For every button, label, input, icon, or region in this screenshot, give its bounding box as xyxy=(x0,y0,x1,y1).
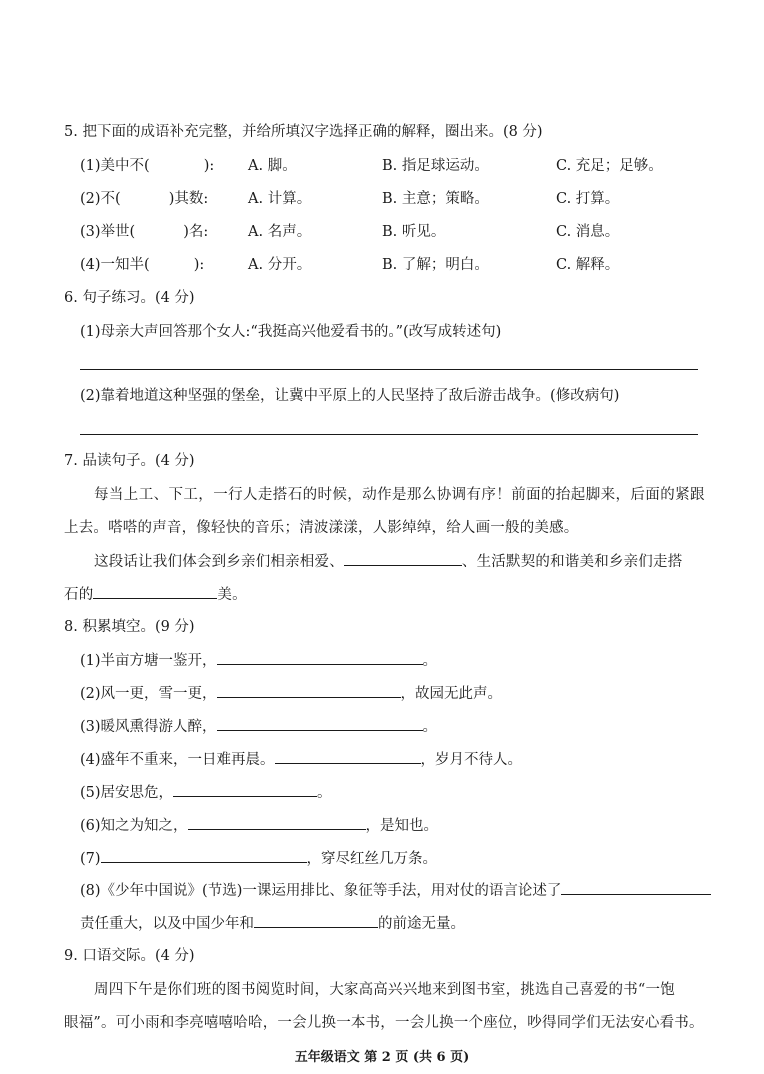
q5-stem: (3)举世( xyxy=(80,224,136,240)
option-c: C. 消息。 xyxy=(556,224,620,240)
fill-blank[interactable] xyxy=(101,848,307,863)
q7-text: 、生活默契的和谐美和乡亲们走搭 xyxy=(461,554,683,570)
option-a: A. 计算。 xyxy=(248,191,312,207)
q6-sentence-1: (1)母亲大声回答那个女人:“我挺高兴他爱看书的。”(改写成转述句) xyxy=(80,324,502,340)
q8-text: ，是知也。 xyxy=(365,818,439,834)
q7-paragraph-line: 上去。嗒嗒的声音，像轻快的音乐；清波漾漾，人影绰绰，给人画一般的美感。 xyxy=(64,520,579,536)
answer-line[interactable] xyxy=(80,434,698,435)
q6-sentence-2: (2)靠着地道这种坚强的堡垒，让冀中平原上的人民坚持了敌后游击战争。(修改病句) xyxy=(80,388,620,404)
fill-blank[interactable] xyxy=(173,782,317,797)
q8-text: 。 xyxy=(422,653,438,669)
q8-text: (2)风一更，雪一更， xyxy=(80,686,217,702)
fill-blank[interactable] xyxy=(275,749,421,764)
q9-paragraph-line: 眼福”。可小雨和李亮嘻嘻哈哈，一会儿换一本书，一会儿换一个座位，吵得同学们无法安心看书。 xyxy=(64,1015,704,1031)
q5-stem: (2)不( xyxy=(80,191,121,207)
option-a: A. 脚。 xyxy=(248,158,297,174)
option-c: C. 打算。 xyxy=(556,191,620,207)
fill-blank[interactable] xyxy=(217,716,423,731)
q8-text: (8)《少年中国说》(节选)一课运用排比、象征等手法，用对仗的语言论述了 xyxy=(80,883,562,899)
q8-text: ，穿尽红丝几万条。 xyxy=(306,851,438,867)
q9-title: 9. 口语交际。(4 分) xyxy=(64,948,195,964)
option-c: C. 充足；足够。 xyxy=(556,158,663,174)
q8-text: 。 xyxy=(422,719,438,735)
q8-text: ，岁月不待人。 xyxy=(420,752,523,768)
q7-text: 石的 xyxy=(64,587,94,603)
option-b: B. 主意；策略。 xyxy=(382,191,489,207)
fill-blank[interactable] xyxy=(561,880,711,895)
option-b: B. 了解；明白。 xyxy=(382,257,489,273)
fill-blank[interactable] xyxy=(217,650,423,665)
q8-text: (4)盛年不重来，一日难再晨。 xyxy=(80,752,275,768)
q9-paragraph-line: 周四下午是你们班的图书阅览时间，大家高高兴兴地来到图书室，挑选自己喜爱的书“一饱 xyxy=(94,982,675,998)
option-a: A. 名声。 xyxy=(248,224,312,240)
q7-text: 这段话让我们体会到乡亲们相亲相爱、 xyxy=(94,554,344,570)
option-c: C. 解释。 xyxy=(556,257,620,273)
q8-text: (5)居安思危， xyxy=(80,785,174,801)
q8-text: (7) xyxy=(80,851,101,867)
q8-text: (3)暖风熏得游人醉， xyxy=(80,719,217,735)
q6-title: 6. 句子练习。(4 分) xyxy=(64,290,195,306)
q7-title: 7. 品读句子。(4 分) xyxy=(64,453,195,469)
q7-paragraph-line: 每当上工、下工，一行人走搭石的时候，动作是那么协调有序！前面的抬起脚来，后面的紧跟 xyxy=(94,487,705,503)
exam-page: 5. 把下面的成语补充完整，并给所填汉字选择正确的解释，圈出来。(8 分) (1)美中不( ): A. 脚。 B. 指足球运动。 C. 充足；足够。 (2)不( )其数: A. 计算。 B. 主意；策略。 C. 打算。 (3)举世( )名: A. 名声。 B. 听见。 C. 消息。 (4)一知半( ): A. 分开。 B. 了解；明白。 C. 解释。 6. 句子练习。(4 分) (1)母亲大声回答那个女人:“我挺高兴他爱看书的。”(改写成转述句) (2)靠着地道这种坚强的堡垒，让冀中平原上的人民坚持了敌后游击战争。(修改病句) 7. 品读句子。(4 分) 每当上工、下工，一行人走搭石的时候，动作是那么协调有序！前面的抬起脚来，后面的紧跟 上去。嗒嗒的声音，像轻快的音乐；清波漾漾，人影绰绰，给人画一般的美感。 这段话让我们体会到乡亲们相亲相爱、 、生活默契的和谐美和乡亲们走搭 石的 美。 8. 积累填空。(9 分) (1)半亩方塘一鉴开， 。 (2)风一更，雪一更， ，故园无此声。 (3)暖风熏得游人醉， 。 (4)盛年不重来，一日难再晨。 ，岁月不待人。 (5)居安思危， 。 (6)知之为知之， ，是知也。 (7) ，穿尽红丝几万条。 (8)《少年中国说》(节选)一课运用排比、象征等手法，用对仗的语言论述了 责任重大，以及中国少年和 的前途无量。 9. 口语交际。(4 分) 周四下午是你们班的图书阅览时间，大家高高兴兴地来到图书室，挑选自己喜爱的书“一饱 眼福”。可小雨和李亮嘻嘻哈哈，一会儿换一本书，一会儿换一个座位，吵得同学们无法安心看书。 五年级语文 第 2 页 (共 6 页) xyxy=(0,0,764,1074)
option-a: A. 分开。 xyxy=(248,257,312,273)
option-b: B. 听见。 xyxy=(382,224,446,240)
q8-text: 责任重大，以及中国少年和 xyxy=(80,916,254,932)
fill-blank[interactable] xyxy=(217,683,401,698)
answer-line[interactable] xyxy=(80,369,698,370)
fill-blank[interactable] xyxy=(93,584,217,599)
q8-text: (1)半亩方塘一鉴开， xyxy=(80,653,217,669)
fill-blank[interactable] xyxy=(344,551,462,566)
q8-title: 8. 积累填空。(9 分) xyxy=(64,619,195,635)
fill-blank[interactable] xyxy=(188,815,366,830)
q8-text: (6)知之为知之， xyxy=(80,818,188,834)
q8-text: 。 xyxy=(317,785,332,801)
q8-text: ，故园无此声。 xyxy=(400,686,503,702)
q5-stem: (4)一知半( xyxy=(80,257,150,273)
page-footer: 五年级语文 第 2 页 (共 6 页) xyxy=(294,1050,470,1065)
fill-blank[interactable] xyxy=(254,913,378,928)
option-b: B. 指足球运动。 xyxy=(382,158,489,174)
q5-stem: (1)美中不( xyxy=(80,158,150,174)
q7-text: 美。 xyxy=(217,587,247,603)
q5-title: 5. 把下面的成语补充完整，并给所填汉字选择正确的解释，圈出来。(8 分) xyxy=(64,124,543,140)
q8-text: 的前途无量。 xyxy=(378,916,465,932)
